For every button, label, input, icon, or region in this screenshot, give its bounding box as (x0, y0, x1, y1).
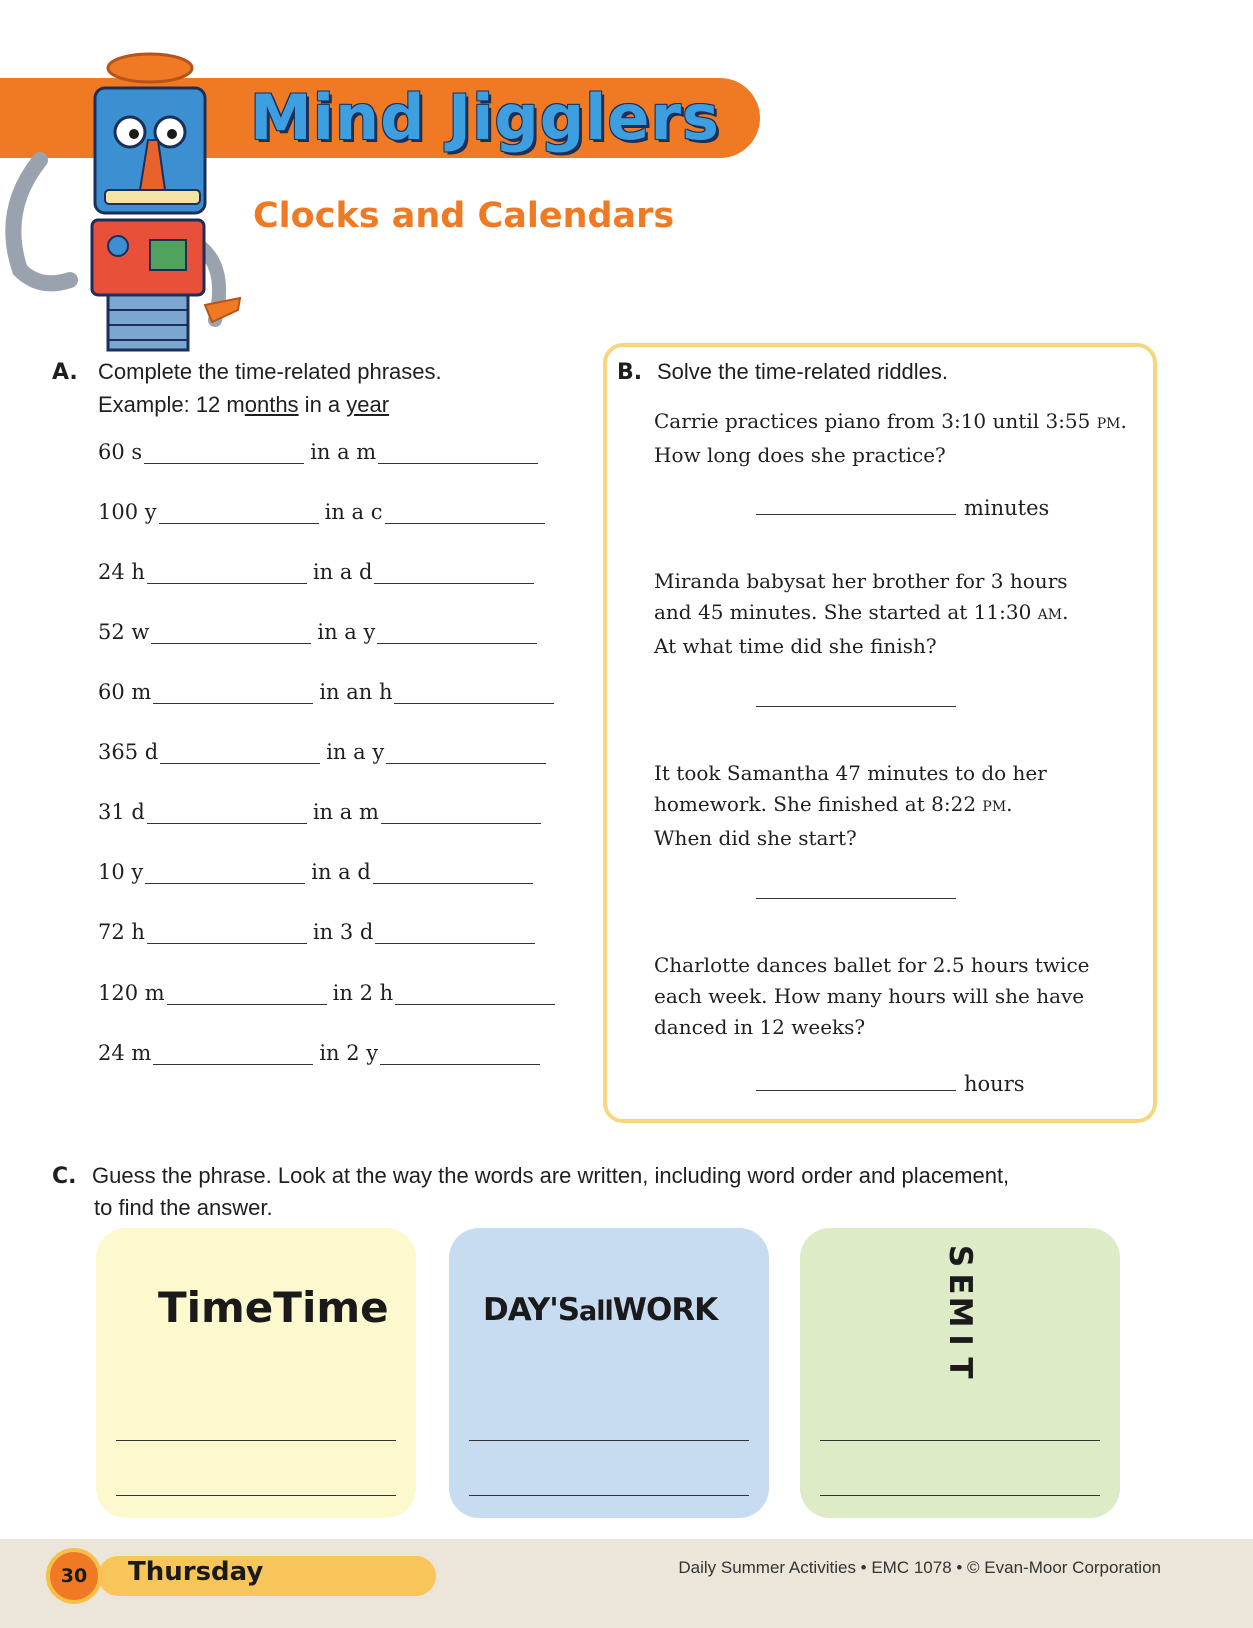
answer-blank[interactable] (756, 705, 956, 707)
phrase-left: 24 m (98, 1041, 152, 1065)
riddle-3-line-1: It took Samantha 47 minutes to do her (654, 761, 1047, 785)
answer-line[interactable] (116, 1495, 396, 1496)
puzzle-2-days: DAY'S (483, 1292, 580, 1328)
phrase-row (98, 500, 545, 524)
phrase-blank-2[interactable] (394, 702, 554, 704)
phrase-left: 60 m (98, 680, 152, 704)
puzzle-card-1 (96, 1228, 416, 1518)
phrase-left: 120 m (98, 981, 165, 1005)
phrase-left: 52 w (98, 620, 150, 644)
phrase-blank-1[interactable] (151, 642, 311, 644)
riddle-4-line-1: Charlotte dances ballet for 2.5 hours twice (654, 953, 1090, 977)
phrase-blank-2[interactable] (380, 1063, 540, 1065)
phrase-right: in 3 d (312, 920, 374, 944)
section-b-letter: B. (617, 360, 643, 385)
phrase-blank-2[interactable] (386, 762, 546, 764)
phrase-row (98, 920, 535, 944)
riddle-4-unit: hours (964, 1072, 1025, 1096)
riddle-3-line-3: When did she start? (654, 826, 857, 850)
riddle-4-line-2: each week. How many hours will she have (654, 984, 1085, 1008)
riddle-4 (654, 950, 1134, 1043)
phrase-blank-1[interactable] (145, 882, 305, 884)
phrase-left: 10 y (98, 860, 144, 884)
robot-mascot-illustration (0, 40, 260, 360)
phrase-right: in a y (326, 740, 385, 764)
page-title: Mind Jigglers (250, 81, 720, 154)
section-c-letter: C. (52, 1164, 77, 1189)
phrase-right: in a y (317, 620, 376, 644)
riddle-1-line-1: Carrie practices piano from 3:10 until 3:55 (654, 409, 1097, 433)
phrase-blank-2[interactable] (373, 882, 533, 884)
section-c-instruction-2: to find the answer. (94, 1195, 273, 1220)
phrase-blank-1[interactable] (147, 942, 307, 944)
phrase-blank-2[interactable] (374, 582, 534, 584)
puzzle-card-2 (449, 1228, 769, 1518)
phrase-right: in 2 h (332, 981, 394, 1005)
section-c-instructions (52, 1160, 1172, 1223)
phrase-blank-2[interactable] (381, 822, 541, 824)
riddle-2 (654, 566, 1134, 662)
phrase-row (98, 740, 546, 764)
answer-blank[interactable] (756, 897, 956, 899)
phrase-blank-1[interactable] (159, 522, 319, 524)
answer-blank[interactable] (756, 513, 956, 515)
phrase-right: in a d (311, 860, 371, 884)
phrase-right: in 2 y (319, 1041, 379, 1065)
phrase-left: 72 h (98, 920, 145, 944)
phrase-left: 100 y (98, 500, 157, 524)
answer-line[interactable] (820, 1440, 1100, 1441)
riddle-2-line-2: and 45 minutes. She started at 11:30 (654, 600, 1038, 624)
riddle-3-line-2: homework. She finished at 8:22 (654, 792, 983, 816)
riddle-2-am: AM (1037, 607, 1063, 623)
phrase-blank-1[interactable] (147, 822, 307, 824)
phrase-row (98, 981, 555, 1005)
answer-line[interactable] (116, 1440, 396, 1441)
section-a-letter: A. (52, 360, 78, 385)
puzzle-card-3 (800, 1228, 1120, 1518)
page-subtitle: Clocks and Calendars (253, 196, 675, 236)
footer-credit: Daily Summer Activities • EMC 1078 • © Evan-Moor Corporation (678, 1558, 1161, 1577)
example-middle: in a (298, 392, 347, 417)
phrase-left: 365 d (98, 740, 159, 764)
phrase-blank-2[interactable] (377, 642, 537, 644)
phrase-row (98, 680, 554, 704)
riddle-1-line-2: How long does she practice? (654, 443, 946, 467)
puzzle-3-text (940, 1242, 980, 1382)
phrase-blank-1[interactable] (153, 1063, 313, 1065)
phrase-blank-2[interactable] (375, 942, 535, 944)
riddle-2-line-1: Miranda babysat her brother for 3 hours (654, 569, 1068, 593)
phrase-blank-2[interactable] (395, 1003, 555, 1005)
phrase-blank-1[interactable] (144, 462, 304, 464)
riddle-1 (654, 406, 1134, 471)
puzzle-3-letter: M (942, 1296, 978, 1328)
phrase-blank-1[interactable] (167, 1003, 327, 1005)
riddle-3-answer[interactable] (756, 880, 964, 904)
phrase-row (98, 800, 541, 824)
phrase-right: in a m (310, 440, 377, 464)
phrase-row (98, 560, 534, 584)
answer-line[interactable] (820, 1495, 1100, 1496)
riddle-2-line-3: At what time did she finish? (654, 634, 937, 658)
phrase-blank-2[interactable] (378, 462, 538, 464)
section-c-instruction-1: Guess the phrase. Look at the way the words are written, including word order and placement, (92, 1163, 1010, 1188)
phrase-left: 31 d (98, 800, 145, 824)
day-label: Thursday (128, 1557, 264, 1587)
example-prefix: Example: 12 m (98, 392, 245, 417)
phrase-right: in a m (312, 800, 379, 824)
section-a-instructions (52, 356, 442, 421)
phrase-right: in a d (312, 560, 373, 584)
answer-line[interactable] (469, 1495, 749, 1496)
section-b-instruction: Solve the time-related riddles. (657, 359, 949, 384)
answer-blank[interactable] (756, 1089, 956, 1091)
page-number: 30 (46, 1548, 102, 1604)
phrase-blank-1[interactable] (160, 762, 320, 764)
riddle-2-answer[interactable] (756, 688, 964, 712)
phrase-right: in a c (324, 500, 383, 524)
phrase-left: 24 h (98, 560, 145, 584)
riddle-4-line-3: danced in 12 weeks? (654, 1015, 866, 1039)
phrase-right: in an h (319, 680, 393, 704)
riddle-1-pm: PM (1096, 416, 1121, 432)
phrase-left: 60 s (98, 440, 143, 464)
phrase-blank-1[interactable] (147, 582, 307, 584)
riddle-1-answer[interactable] (756, 496, 1049, 520)
phrase-row (98, 620, 537, 644)
example-underlined-2: year (346, 392, 390, 417)
example-underlined-1: onths (244, 392, 299, 417)
answer-line[interactable] (469, 1440, 749, 1441)
puzzle-2-all: all (579, 1296, 613, 1327)
puzzle-3-letter: S (942, 1244, 978, 1268)
puzzle-2-text (483, 1292, 717, 1328)
phrase-row (98, 1041, 540, 1065)
phrase-row (98, 860, 533, 884)
puzzle-1-text: TimeTime (158, 1283, 389, 1332)
section-a-instruction: Complete the time-related phrases. (98, 359, 442, 384)
puzzle-3-letter: I (942, 1334, 978, 1346)
phrase-row (98, 440, 538, 464)
riddle-2-period: . (1062, 600, 1069, 624)
section-a-example (98, 389, 442, 421)
riddle-3-period: . (1006, 792, 1013, 816)
phrase-blank-2[interactable] (385, 522, 545, 524)
riddle-1-period: . (1120, 409, 1127, 433)
puzzle-3-letter: T (942, 1357, 978, 1379)
riddle-3 (654, 758, 1134, 854)
riddle-1-unit: minutes (964, 496, 1050, 520)
puzzle-2-work: WORK (612, 1292, 718, 1328)
section-b-instructions (617, 356, 948, 389)
puzzle-3-letter: E (942, 1273, 978, 1295)
riddle-4-answer[interactable] (756, 1072, 1025, 1096)
phrase-blank-1[interactable] (153, 702, 313, 704)
riddle-3-pm: PM (982, 799, 1007, 815)
